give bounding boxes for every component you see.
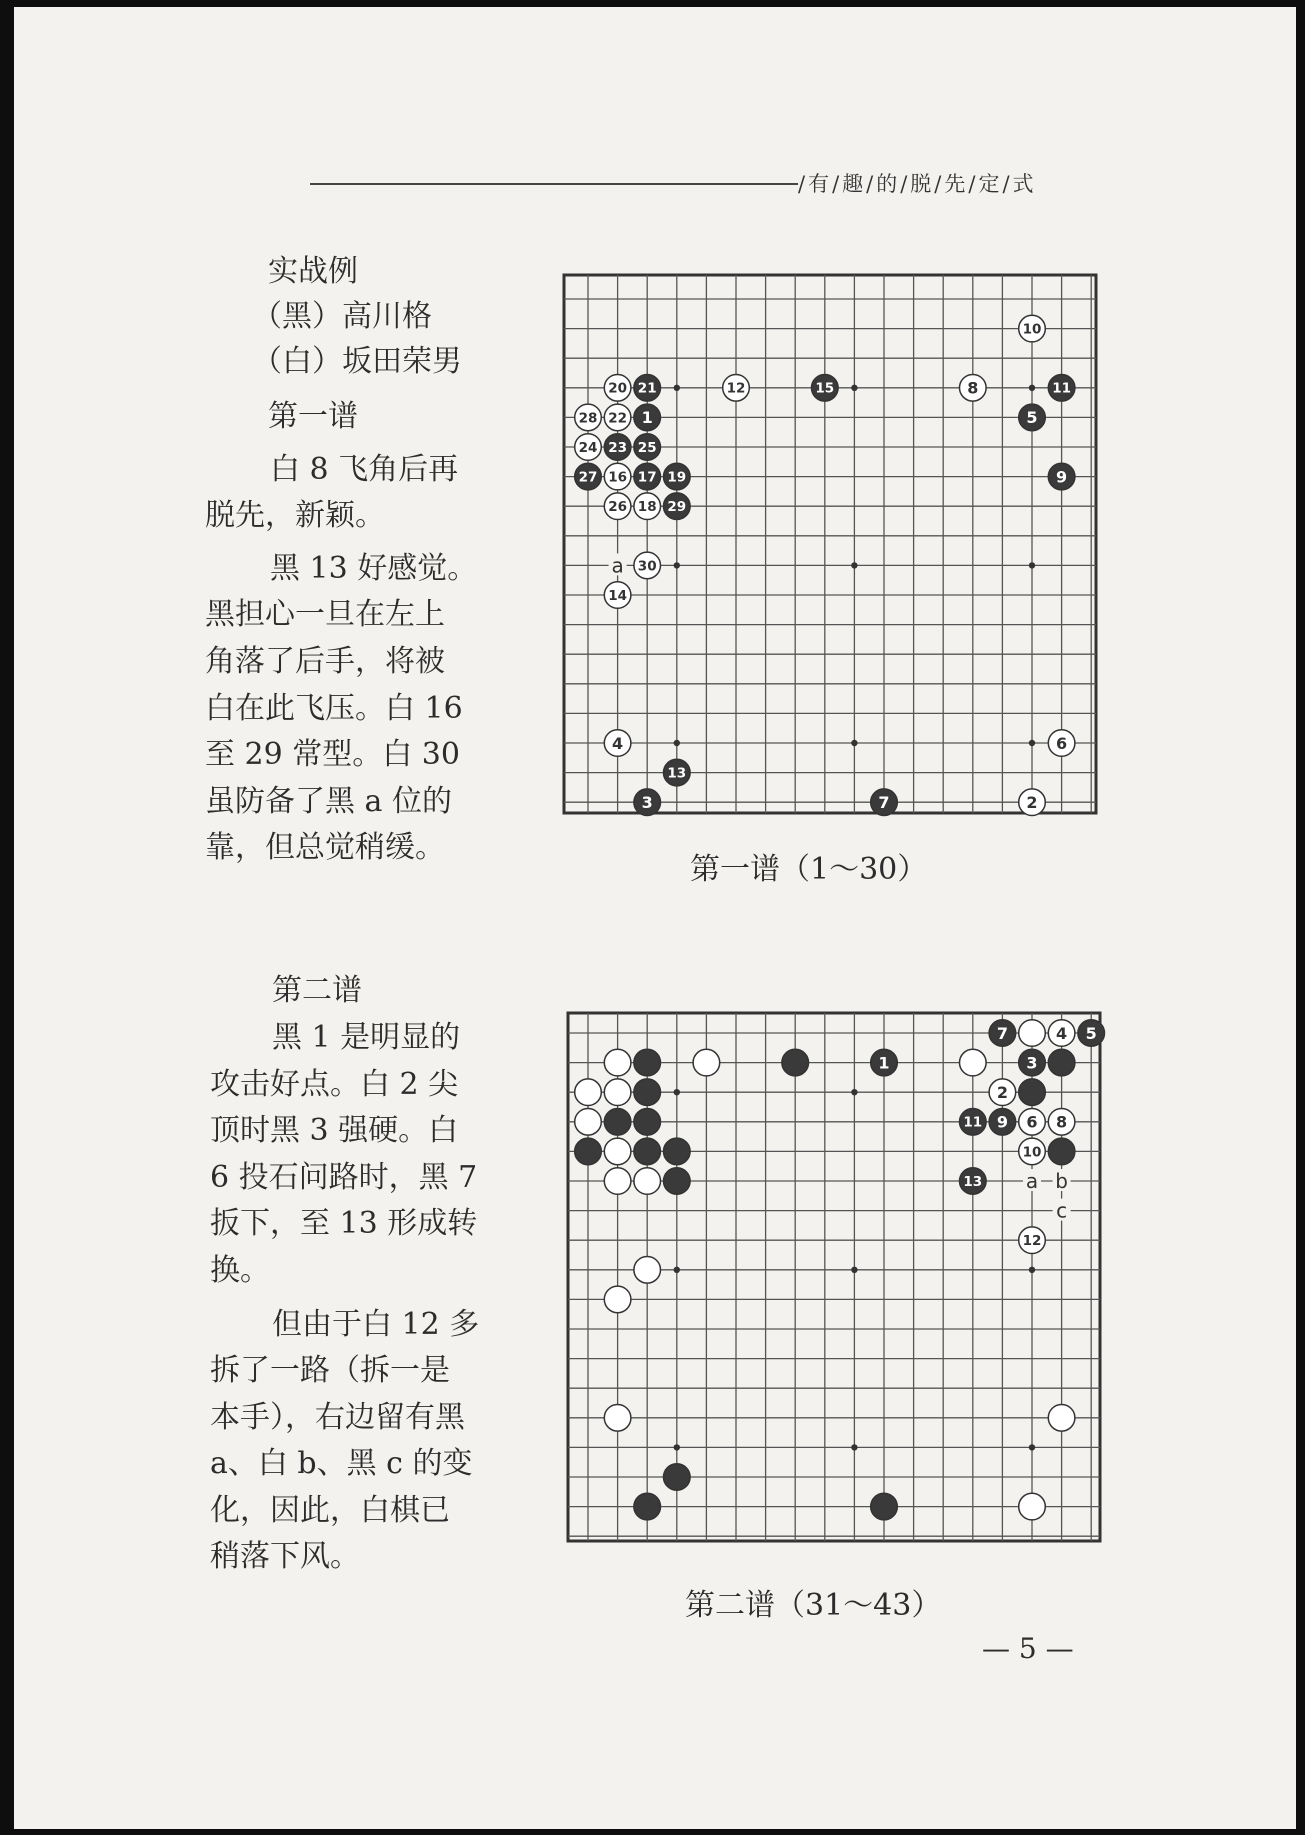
- star-point: [1029, 562, 1035, 568]
- star-point: [674, 1089, 680, 1095]
- black-stone: [812, 375, 839, 402]
- point-mark-label: c: [1056, 1198, 1068, 1223]
- move-number: 7: [878, 792, 890, 812]
- black-stone: [634, 1493, 661, 1520]
- point-mark-label: a: [611, 553, 624, 578]
- move-number: 25: [637, 439, 657, 456]
- text-line: 拆了一路（拆一是: [210, 1353, 450, 1388]
- text-line: 角落了后手，将被: [205, 644, 445, 679]
- white-stone: [1019, 1138, 1046, 1165]
- white-stone: [575, 404, 602, 431]
- move-number: 9: [1056, 467, 1068, 487]
- text-line: 顶时黑 3 强硬。白: [210, 1113, 459, 1148]
- black-stone: [575, 463, 602, 490]
- star-point: [851, 1267, 857, 1273]
- star-point: [674, 740, 680, 746]
- black-stone: [634, 463, 661, 490]
- go-diagram-2: [567, 1012, 1101, 1542]
- black-stone: [634, 404, 661, 431]
- white-stone: [604, 582, 631, 609]
- white-stone: [723, 375, 750, 402]
- move-number: 10: [1022, 1144, 1042, 1161]
- black-stone: [664, 759, 691, 786]
- move-number: 19: [667, 469, 687, 486]
- black-stone: [664, 1464, 691, 1491]
- white-stone: [1048, 1020, 1075, 1047]
- black-stone: [664, 1168, 691, 1195]
- text-line: 黑 1 是明显的: [272, 1020, 461, 1055]
- white-stone: [604, 730, 631, 757]
- star-point: [851, 1444, 857, 1450]
- black-stone: [634, 375, 661, 402]
- move-number: 2: [1026, 792, 1038, 812]
- star-point: [674, 1267, 680, 1273]
- text-line: a、白 b、黑 c 的变: [210, 1446, 473, 1481]
- diagram2-heading: 第二谱: [272, 973, 362, 1008]
- white-stone: [604, 1079, 631, 1106]
- move-number: 8: [967, 378, 979, 398]
- text-line: 6 投石问路时，黑 7: [210, 1160, 478, 1195]
- text-line: 脱先，新颖。: [205, 498, 385, 533]
- move-number: 11: [1052, 380, 1071, 397]
- move-number: 13: [667, 765, 687, 782]
- text-line: 但由于白 12 多: [272, 1307, 480, 1342]
- move-number: 20: [608, 380, 627, 397]
- white-stone: [604, 404, 631, 431]
- move-number: 16: [608, 469, 627, 486]
- diagram1-heading: 第一谱: [268, 399, 358, 434]
- black-stone: [664, 1138, 691, 1165]
- white-stone: [604, 375, 631, 402]
- white-stone: [1019, 789, 1046, 816]
- move-number: 26: [608, 499, 627, 516]
- move-number: 8: [1056, 1112, 1068, 1132]
- running-header: /有/趣/的/脱/先/定/式: [798, 172, 1037, 196]
- move-number: 1: [878, 1053, 890, 1073]
- text-line: 换。: [210, 1253, 270, 1288]
- move-number: 3: [641, 792, 653, 812]
- white-stone: [604, 1138, 631, 1165]
- move-number: 23: [608, 439, 627, 456]
- star-point: [674, 1444, 680, 1450]
- text-line: 靠，但总觉稍缓。: [205, 830, 445, 865]
- move-number: 24: [578, 439, 598, 456]
- white-stone: [604, 493, 631, 520]
- header-rule: [310, 183, 798, 185]
- white-stone: [634, 1168, 661, 1195]
- text-line: 虽防备了黑 a 位的: [205, 784, 452, 819]
- text-line: 本手），右边留有黑: [210, 1400, 465, 1435]
- white-stone: [604, 1286, 631, 1313]
- white-player: （白）坂田荣男: [252, 344, 462, 379]
- white-stone: [960, 1049, 987, 1076]
- diagram1-caption: 第一谱（1～30）: [690, 852, 928, 887]
- text-line: 黑担心一旦在左上: [205, 597, 445, 632]
- white-stone: [989, 1079, 1016, 1106]
- move-number: 6: [1026, 1112, 1038, 1132]
- black-stone: [604, 1109, 631, 1136]
- black-stone: [634, 1079, 661, 1106]
- move-number: 21: [637, 380, 657, 397]
- black-stone: [871, 789, 898, 816]
- black-stone: [989, 1109, 1016, 1136]
- page-number: — 5 —: [982, 1632, 1074, 1665]
- star-point: [674, 385, 680, 391]
- black-stone: [604, 434, 631, 461]
- black-stone: [1048, 375, 1075, 402]
- board-grid: [564, 275, 1096, 813]
- move-number: 22: [608, 410, 627, 427]
- go-diagram-1: [563, 274, 1097, 814]
- star-point: [851, 385, 857, 391]
- white-stone: [604, 1168, 631, 1195]
- white-stone: [1048, 1109, 1075, 1136]
- move-number: 17: [637, 469, 657, 486]
- white-stone: [604, 463, 631, 490]
- move-number: 2: [996, 1082, 1008, 1102]
- white-stone: [1048, 1405, 1075, 1432]
- black-stone: [1048, 463, 1075, 490]
- white-stone: [634, 1257, 661, 1284]
- white-stone: [1019, 1493, 1046, 1520]
- white-stone: [575, 434, 602, 461]
- move-number: 30: [637, 558, 657, 575]
- move-number: 13: [963, 1173, 983, 1190]
- move-number: 10: [1022, 321, 1042, 338]
- black-stone: [960, 1168, 987, 1195]
- white-stone: [634, 493, 661, 520]
- move-number: 29: [667, 499, 687, 516]
- move-number: 12: [1022, 1233, 1042, 1250]
- black-stone: [871, 1493, 898, 1520]
- black-stone: [1078, 1020, 1105, 1047]
- move-number: 9: [996, 1112, 1008, 1132]
- black-stone: [989, 1020, 1016, 1047]
- star-point: [1029, 1444, 1035, 1450]
- text-line: 黑 13 好感觉。: [270, 551, 478, 586]
- move-number: 3: [1026, 1053, 1038, 1073]
- black-stone: [634, 789, 661, 816]
- black-stone: [575, 1138, 602, 1165]
- white-stone: [575, 1109, 602, 1136]
- star-point: [851, 1089, 857, 1095]
- black-stone: [634, 1138, 661, 1165]
- point-mark-label: b: [1055, 1169, 1068, 1193]
- white-stone: [1019, 1109, 1046, 1136]
- black-stone: [960, 1109, 987, 1136]
- black-stone: [664, 493, 691, 520]
- move-number: 7: [996, 1023, 1008, 1043]
- point-mark-label: a: [1025, 1169, 1039, 1193]
- white-stone: [1019, 1020, 1046, 1047]
- black-stone: [664, 463, 691, 490]
- move-number: 28: [578, 410, 598, 427]
- move-number: 4: [612, 733, 624, 753]
- black-stone: [871, 1049, 898, 1076]
- black-player: （黑）高川格: [252, 299, 432, 334]
- move-number: 27: [578, 469, 598, 486]
- star-point: [1029, 740, 1035, 746]
- white-stone: [1019, 1227, 1046, 1254]
- white-stone: [693, 1049, 720, 1076]
- text-line: 稍落下风。: [210, 1539, 360, 1574]
- move-number: 6: [1056, 733, 1068, 753]
- move-number: 15: [815, 380, 835, 397]
- move-number: 12: [726, 380, 746, 397]
- star-point: [1029, 1267, 1035, 1273]
- black-stone: [634, 1049, 661, 1076]
- diagram2-caption: 第二谱（31～43）: [685, 1588, 942, 1623]
- black-stone: [634, 1109, 661, 1136]
- white-stone: [1048, 730, 1075, 757]
- white-stone: [575, 1079, 602, 1106]
- move-number: 11: [963, 1114, 983, 1131]
- move-number: 4: [1056, 1023, 1068, 1043]
- star-point: [1029, 385, 1035, 391]
- text-line: 至 29 常型。白 30: [205, 737, 460, 772]
- move-number: 18: [637, 499, 657, 516]
- star-point: [674, 562, 680, 568]
- black-stone: [782, 1049, 809, 1076]
- black-stone: [1048, 1138, 1075, 1165]
- move-number: 14: [608, 587, 627, 604]
- black-stone: [1048, 1049, 1075, 1076]
- white-stone: [634, 552, 661, 579]
- black-stone: [1019, 1049, 1046, 1076]
- move-number: 5: [1026, 408, 1038, 428]
- move-number: 1: [641, 408, 653, 428]
- text-line: 白 8 飞角后再: [270, 452, 459, 487]
- black-stone: [1019, 1079, 1046, 1106]
- star-point: [851, 562, 857, 568]
- white-stone: [604, 1049, 631, 1076]
- white-stone: [960, 375, 987, 402]
- text-line: 白在此飞压。白 16: [205, 691, 463, 726]
- black-stone: [1019, 404, 1046, 431]
- text-line: 化，因此，白棋已: [210, 1493, 450, 1528]
- text-line: 攻击好点。白 2 尖: [210, 1067, 459, 1102]
- white-stone: [1019, 315, 1046, 342]
- star-point: [851, 740, 857, 746]
- heading-real-game: 实战例: [268, 254, 358, 289]
- text-line: 扳下，至 13 形成转: [210, 1206, 478, 1241]
- move-number: 5: [1085, 1023, 1097, 1043]
- white-stone: [604, 1405, 631, 1432]
- black-stone: [634, 434, 661, 461]
